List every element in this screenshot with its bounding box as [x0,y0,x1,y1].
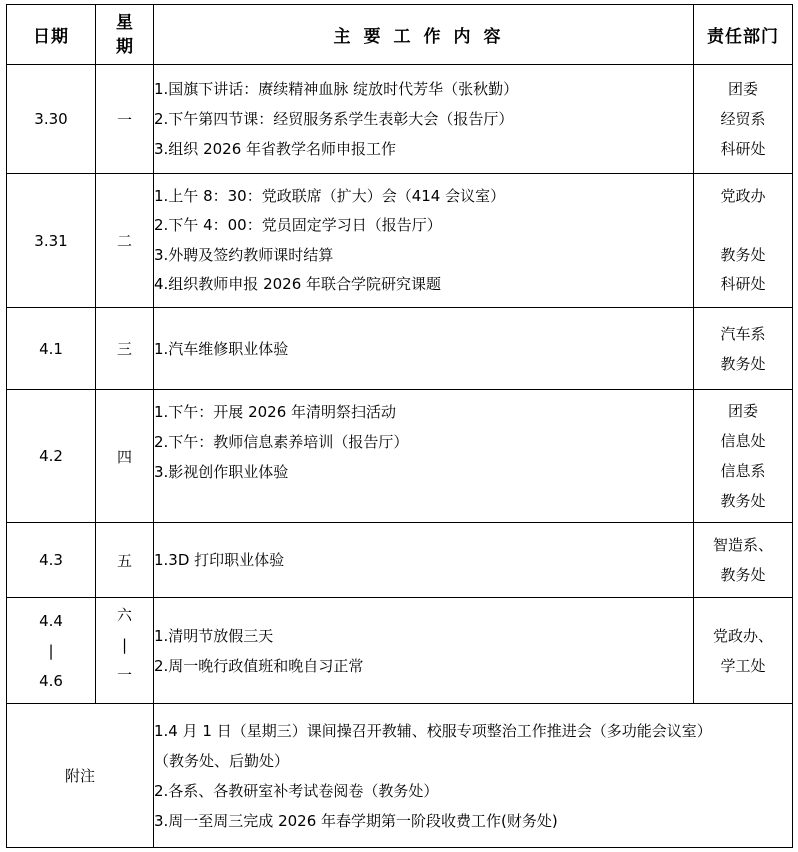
dept-item: 教务处 [720,492,766,510]
dept-item: 党政办、 [712,626,773,645]
notes-content [154,704,793,848]
work-item: 3.外聘及签约教师课时结算 [154,245,334,264]
work-item: 1.上午 8：30：党政联席（扩大）会（414 会议室） [154,186,506,205]
dept-item: 教务处 [720,566,766,584]
table-row [7,308,793,390]
date-start: 4.4 [39,611,63,630]
weekly-schedule-table [6,4,793,848]
dept-item: 科研处 [720,275,766,293]
header-dept: 责任部门 [694,5,793,65]
dept-cell [694,65,793,174]
weekday-cell: 二 [96,174,154,308]
dept-item: 科研处 [720,140,766,158]
dept-item: 党政办 [720,186,766,205]
work-item: 1.3D 打印职业体验 [154,551,285,569]
content-cell [154,65,694,174]
content-cell [154,174,694,308]
note-item: 2.各系、各教研室补考试卷阅卷（教务处） [154,781,439,800]
dept-item: 信息系 [720,462,766,480]
dept-item: 汽车系 [720,324,766,343]
dept-item: 经贸系 [720,110,766,128]
table-row [7,598,793,704]
weekday-end: 一 [116,666,132,684]
weekday-cell: 四 [96,390,154,523]
work-item: 2.下午：教师信息素养培训（报告厅） [154,433,409,451]
header-date: 日期 [7,5,96,65]
note-item: 3.周一至周三完成 2026 年春学期第一阶段收费工作(财务处) [154,811,558,830]
header-weekday-char-1: 星 [116,12,133,33]
header-content: 主要工作内容 [154,5,694,65]
content-cell [154,308,694,390]
dept-item: 团委 [727,402,758,420]
weekday-range [96,600,153,690]
work-item: 4.组织教师申报 2026 年联合学院研究课题 [154,275,442,293]
work-item: 3.影视创作职业体验 [154,463,289,481]
content-cell [154,598,694,704]
notes-row [7,704,793,848]
date-cell: 4.3 [7,523,96,598]
work-item: 2.下午 4：00：党员固定学习日（报告厅） [154,216,442,234]
content-cell [154,390,694,523]
dept-cell [694,523,793,598]
date-cell: 4.1 [7,308,96,390]
date-separator: | [48,641,54,660]
work-item: 2.周一晚行政值班和晚自习正常 [154,656,364,675]
dept-item: 教务处 [720,245,766,264]
table-row [7,523,793,598]
header-weekday [96,5,154,65]
table-row [7,174,793,308]
dept-item: 学工处 [720,656,766,675]
note-item: 1.4 月 1 日（星期三）课间操召开教辅、校服专项整治工作推进会（多功能会议室） [154,721,712,740]
weekday-cell [96,598,154,704]
date-cell: 3.30 [7,65,96,174]
table-row [7,390,793,523]
header-weekday-char-2: 期 [116,36,133,57]
dept-item: 团委 [727,80,758,98]
dept-item: 教务处 [720,354,766,373]
content-cell [154,523,694,598]
work-item: 3.组织 2026 年省教学名师申报工作 [154,140,397,158]
dept-cell [694,390,793,523]
notes-label: 附注 [7,704,154,848]
weekday-cell: 三 [96,308,154,390]
work-item: 1.国旗下讲话：赓续精神血脉 绽放时代芳华（张秋勤） [154,80,519,98]
work-item: 1.清明节放假三天 [154,626,274,645]
note-item: （教务处、后勤处） [154,751,290,770]
weekday-separator: | [121,636,128,654]
date-cell: 4.2 [7,390,96,523]
dept-cell [694,174,793,308]
weekday-start: 六 [116,606,132,624]
dept-cell [694,308,793,390]
dept-item [694,211,792,241]
header-row [7,5,793,65]
date-cell: 3.31 [7,174,96,308]
date-cell [7,598,96,704]
weekday-cell: 一 [96,65,154,174]
dept-cell [694,598,793,704]
work-item: 1.下午：开展 2026 年清明祭扫活动 [154,403,397,421]
dept-item: 信息处 [720,432,766,450]
table-row [7,65,793,174]
work-item: 1.汽车维修职业体验 [154,339,289,358]
dept-item: 智造系、 [712,536,773,554]
work-item: 2.下午第四节课：经贸服务系学生表彰大会（报告厅） [154,110,514,128]
date-range [7,606,95,696]
weekday-cell: 五 [96,523,154,598]
date-end: 4.6 [39,671,63,690]
